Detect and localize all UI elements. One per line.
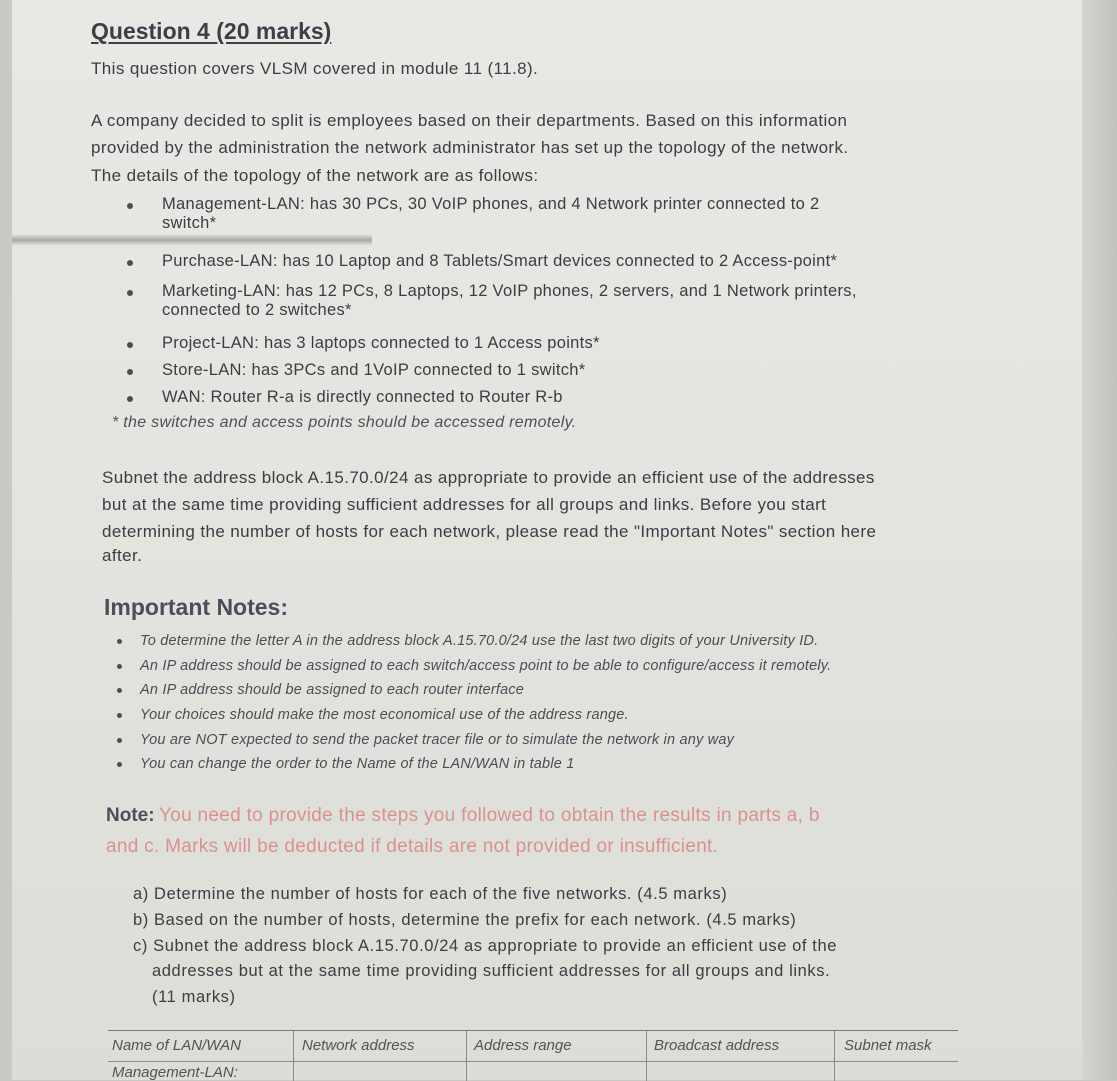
lan-item-text: Marketing-LAN: has 12 PCs, 8 Laptops, 12 VoIP phones, 2 servers, and 1 Network printers,: [162, 282, 857, 300]
question-title: Question 4 (20 marks): [91, 18, 332, 44]
part-a: a) Determine the number of hosts for each of the five networks. (4.5 marks): [133, 885, 728, 903]
lan-item-project: [162, 334, 600, 353]
column-divider: [646, 1031, 647, 1081]
note-item: An IP address should be assigned to each router interface: [140, 682, 525, 698]
column-divider: [834, 1031, 835, 1081]
table-header: Name of LAN/WAN: [112, 1037, 241, 1054]
table-cell: Management-LAN:: [112, 1064, 238, 1081]
lan-item-store: [162, 361, 585, 380]
note-label: Note:: [106, 805, 155, 826]
lan-item-text: Store-LAN: has 3PCs and 1VoIP connected to 1 switch*: [162, 361, 586, 379]
question-subtitle: This question covers VLSM covered in module 11 (11.8).: [91, 59, 539, 78]
note-item: To determine the letter A in the address block A.15.70.0/24 use the last two digits of your University ID.: [140, 633, 819, 649]
scan-smudge: [12, 234, 372, 246]
note-item: An IP address should be assigned to each switch/access point to be able to configure/access it remotely.: [140, 658, 832, 674]
lan-item-text: Management-LAN: has 30 PCs, 30 VoIP phones, and 4 Network printer connected to 2: [162, 195, 820, 213]
subnet-line-4: after.: [102, 546, 143, 565]
subnet-line-1: Subnet the address block A.15.70.0/24 as appropriate to provide an efficient use of the addresses: [102, 468, 875, 487]
footnote: * the switches and access points should be accessed remotely.: [112, 414, 577, 431]
lan-item-marketing: [162, 282, 857, 320]
lan-item-text-cont: connected to 2 switches*: [162, 301, 352, 319]
lan-item-wan: [162, 388, 563, 407]
subnet-line-2: but at the same time providing sufficient addresses for all groups and links. Before you start: [102, 495, 827, 514]
intro-line-2: provided by the administration the network administrator has set up the topology of the network.: [91, 138, 849, 157]
page-edge: [1082, 0, 1117, 1080]
note-line-1: [106, 805, 820, 827]
lan-item-purchase: [162, 252, 837, 271]
column-divider: [293, 1031, 294, 1081]
intro-line-3: The details of the topology of the network are as follows:: [91, 166, 539, 185]
table-row-divider: [108, 1061, 958, 1062]
important-notes-heading: Important Notes:: [104, 594, 288, 620]
note-item: Your choices should make the most economical use of the address range.: [140, 707, 629, 723]
subnet-table: [108, 1030, 958, 1081]
note-item: You can change the order to the Name of the LAN/WAN in table 1: [140, 756, 575, 772]
lan-item-management: [162, 195, 820, 233]
lan-item-text: Project-LAN: has 3 laptops connected to 1 Access points*: [162, 334, 600, 352]
table-header: Broadcast address: [654, 1037, 780, 1054]
note-text: You need to provide the steps you followed to obtain the results in parts a, b: [159, 805, 820, 826]
table-header: Address range: [474, 1037, 572, 1054]
table-header: Network address: [302, 1037, 415, 1054]
note-item: You are NOT expected to send the packet tracer file or to simulate the network in any way: [140, 732, 735, 748]
lan-item-text-cont: switch*: [162, 214, 217, 232]
note-line-2: and c. Marks will be deducted if details are not provided or insufficient.: [106, 836, 719, 857]
table-header: Subnet mask: [844, 1037, 932, 1054]
part-c-marks: (11 marks): [152, 988, 236, 1006]
intro-line-1: A company decided to split is employees based on their departments. Based on this information: [91, 111, 848, 130]
lan-item-text: WAN: Router R-a is directly connected to Router R-b: [162, 388, 563, 406]
lan-item-text: Purchase-LAN: has 10 Laptop and 8 Tablets/Smart devices connected to 2 Access-point*: [162, 252, 838, 270]
column-divider: [466, 1031, 467, 1081]
part-c-cont: addresses but at the same time providing sufficient addresses for all groups and links.: [152, 962, 831, 980]
part-c: c) Subnet the address block A.15.70.0/24 as appropriate to provide an efficient use of the: [133, 937, 838, 955]
part-b: b) Based on the number of hosts, determine the prefix for each network. (4.5 marks): [133, 911, 797, 929]
subnet-line-3: determining the number of hosts for each network, please read the "Important Notes" section here: [102, 522, 877, 541]
